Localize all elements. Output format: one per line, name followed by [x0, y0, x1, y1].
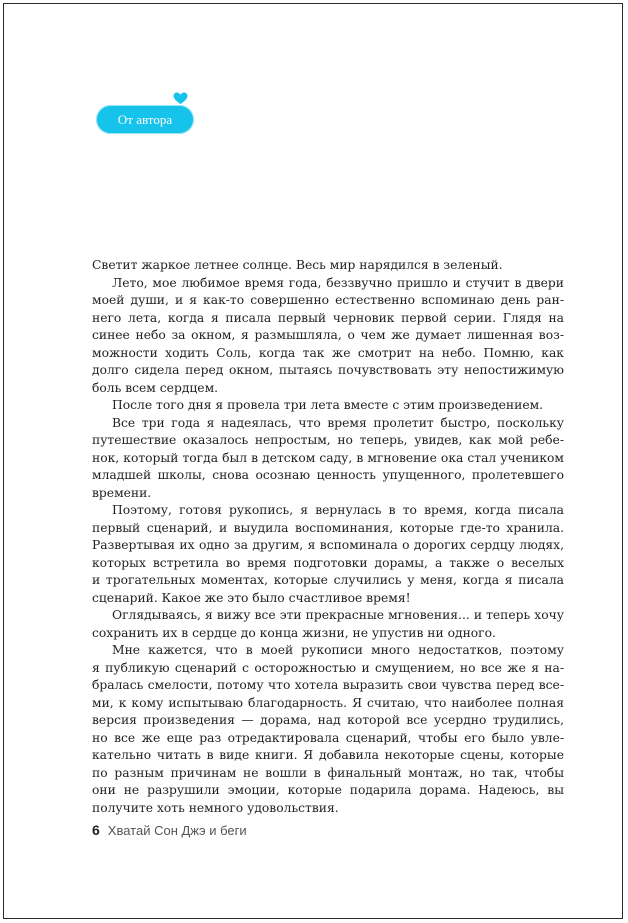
text-line: я публикую сценарий с осторожностью и смущением, но все же я на-	[92, 660, 564, 675]
text-line: сохранить их в сердце до конца жизни, не упустив ни одного.	[92, 625, 496, 640]
text-line: по разным причинам не вошли в финальный монтаж, но так, чтобы	[92, 765, 564, 780]
section-badge-label: От автора	[117, 112, 173, 127]
paragraph	[92, 642, 564, 817]
text-line: Светит жаркое летнее солнце. Весь мир нарядился в зеленый.	[92, 258, 503, 272]
text-line: Лето, мое любимое время года, беззвучно пришло и стучит в двери	[112, 275, 564, 290]
text-line: они не разрушили эмоции, которые подарила дорама. Надеюсь, вы	[92, 783, 564, 797]
text-line: Мне кажется, что в моей рукописи много недостатков, поэтому	[112, 643, 564, 657]
text-line: моей души, и я как-то совершенно естественно вспоминаю день ран-	[92, 293, 564, 307]
text-line: получите хоть немного удовольствия.	[92, 800, 339, 815]
text-line: времени.	[92, 485, 152, 500]
paragraph	[92, 415, 564, 503]
text-line: нок, который тогда был в детском саду, в мгновение ока стал учеником	[92, 450, 564, 465]
section-badge	[96, 105, 194, 134]
text-line: кательно читать в виде книги. Я добавила некоторые сцены, которые	[92, 748, 564, 762]
paragraph	[92, 257, 564, 275]
heart-icon	[173, 92, 188, 105]
text-line: путешествие оказалось непростым, но теперь, увидев, как мой ребе-	[92, 433, 564, 447]
text-line: младшей школы, снова осознаю ценность упущенного, пролетевшего	[92, 468, 564, 482]
text-line: долго сидела перед окном, пытаясь почувствовать эту непостижимую	[92, 363, 564, 377]
text-line: но все же еще раз отредактировала сценарий, чтобы его было увле-	[92, 730, 564, 745]
text-line: первый сценарий, и выудила воспоминания, которые где-то хранила.	[92, 520, 564, 535]
paragraph	[92, 275, 564, 398]
text-line: Все три года я надеялась, что время пролетит быстро, поскольку	[112, 415, 564, 430]
text-line: синее небо за окном, я размышляла, о чем же думает лишенная воз-	[92, 328, 564, 342]
text-line: Оглядываясь, я вижу все эти прекрасные мгновения... и теперь хочу	[112, 608, 564, 622]
text-line: которых встретила во время подготовки дорамы, а также о веселых	[92, 555, 564, 570]
paragraph	[92, 502, 564, 607]
text-line: ми, к кому испытываю благодарность. Я считаю, что наиболее полная	[92, 695, 564, 710]
paragraph	[92, 607, 564, 642]
text-line: Развертывая их одно за другим, я вспоминала о дорогих сердцу людях,	[92, 538, 564, 552]
text-line: можности ходить Соль, когда так же смотрит на небо. Помню, как	[92, 345, 564, 360]
page-footer	[92, 822, 247, 842]
text-line: бралась смелости, потому что хотела выразить свои чувства перед все-	[92, 678, 564, 692]
text-line: Поэтому, готовя рукопись, я вернулась в то время, когда писала	[112, 503, 564, 517]
book-title: Хватай Сон Джэ и беги	[107, 823, 247, 838]
text-line: версия произведения — дорама, над которой все усердно трудились,	[92, 713, 564, 727]
text-line: сценарий. Какое же это было счастливое время!	[92, 590, 411, 605]
text-line: него лета, когда я писала первый черновик первой серии. Глядя на	[92, 310, 564, 325]
paragraph	[92, 397, 564, 415]
text-line: и трогательных моментах, которые случились у меня, когда я писала	[92, 573, 564, 587]
body-text	[92, 257, 564, 817]
page-number: 6	[92, 822, 100, 838]
text-line: После того дня я провела три лета вместе с этим произведением.	[112, 398, 544, 412]
text-line: боль всем сердцем.	[92, 380, 219, 395]
